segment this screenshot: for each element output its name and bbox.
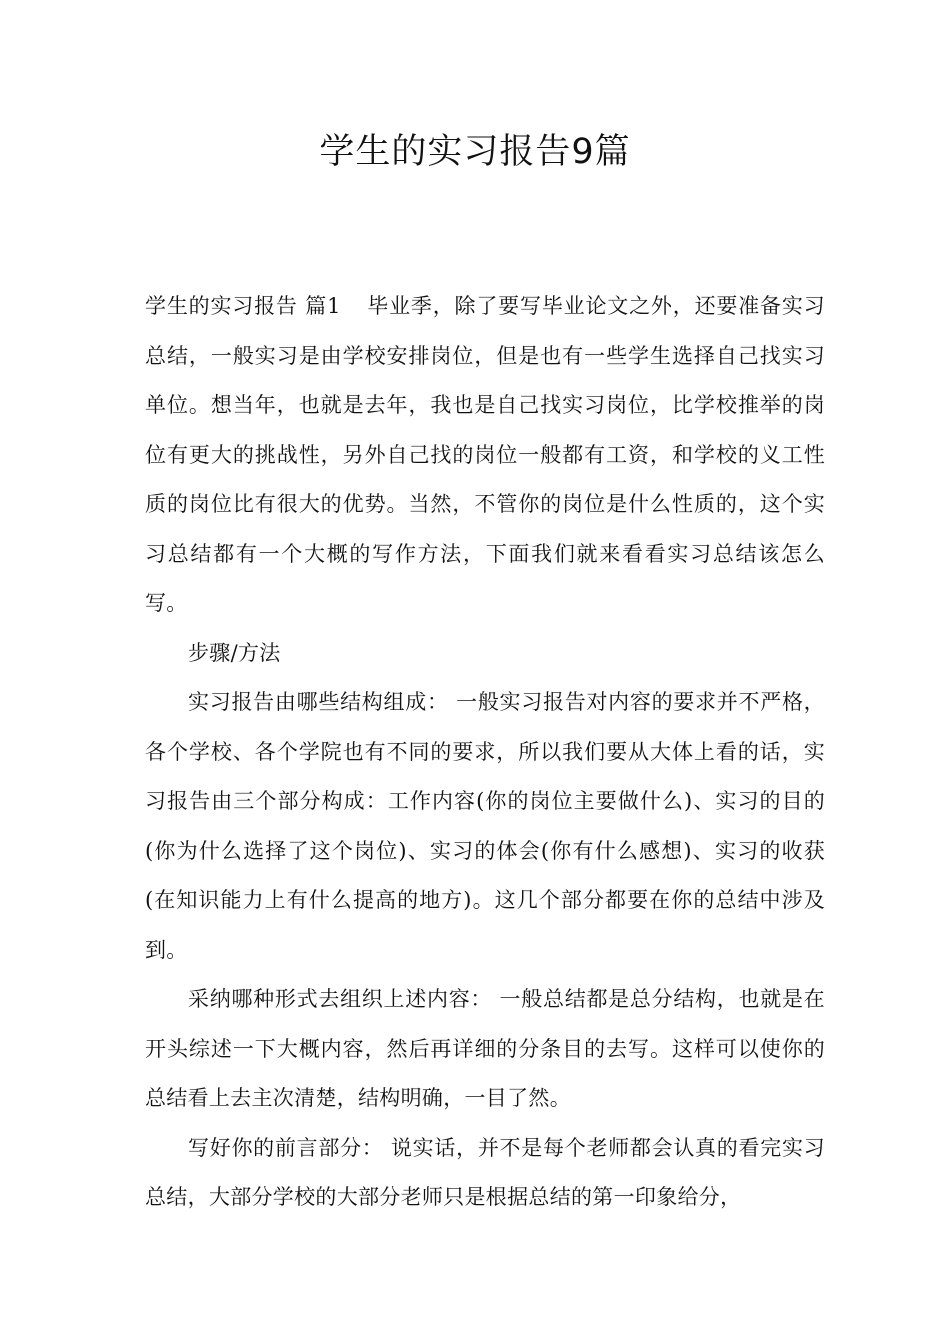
paragraph-intro	[145, 282, 825, 629]
section-label: 学生的实习报告 篇1	[145, 294, 341, 318]
paragraph-intro-text: 毕业季，除了要写毕业论文之外，还要准备实习总结，一般实习是由学校安排岗位，但是也有一些学生选择自己找实习单位。想当年，也就是去年，我也是自己找实习岗位，比学校推举的岗位有更大的挑战性，另外自己找的岗位一般都有工资，和学校的义工性质的岗位比有很大的优势。当然，不管你的岗位是什么性质的，这个实习总结都有一个大概的写作方法，下面我们就来看看实习总结该怎么写。	[145, 294, 825, 615]
paragraph-form: 采纳哪种形式去组织上述内容： 一般总结都是总分结构，也就是在开头综述一下大概内容，然后再详细的分条目的去写。这样可以使你的总结看上去主次清楚，结构明确，一目了然。	[145, 987, 825, 1110]
paragraph-structure: 实习报告由哪些结构组成： 一般实习报告对内容的要求并不严格，各个学校、各个学院也有不同的要求，所以我们要从大体上看的话，实习报告由三个部分构成：工作内容(你的岗位主要做什么)、实习的目的(你为什么选择了这个岗位)、实习的体会(你有什么感想)、实习的收获(在知识能力上有什么提高的地方)。这几个部分都要在你的总结中涉及到。	[145, 690, 825, 962]
paragraph-preface: 写好你的前言部分： 说实话，并不是每个老师都会认真的看完实习总结，大部分学校的大部分老师只是根据总结的第一印象给分，	[145, 1135, 825, 1209]
document-title: 学生的实习报告9篇	[319, 132, 631, 172]
paragraph-steps-heading: 步骤/方法	[188, 640, 281, 665]
document-body	[145, 282, 825, 1223]
